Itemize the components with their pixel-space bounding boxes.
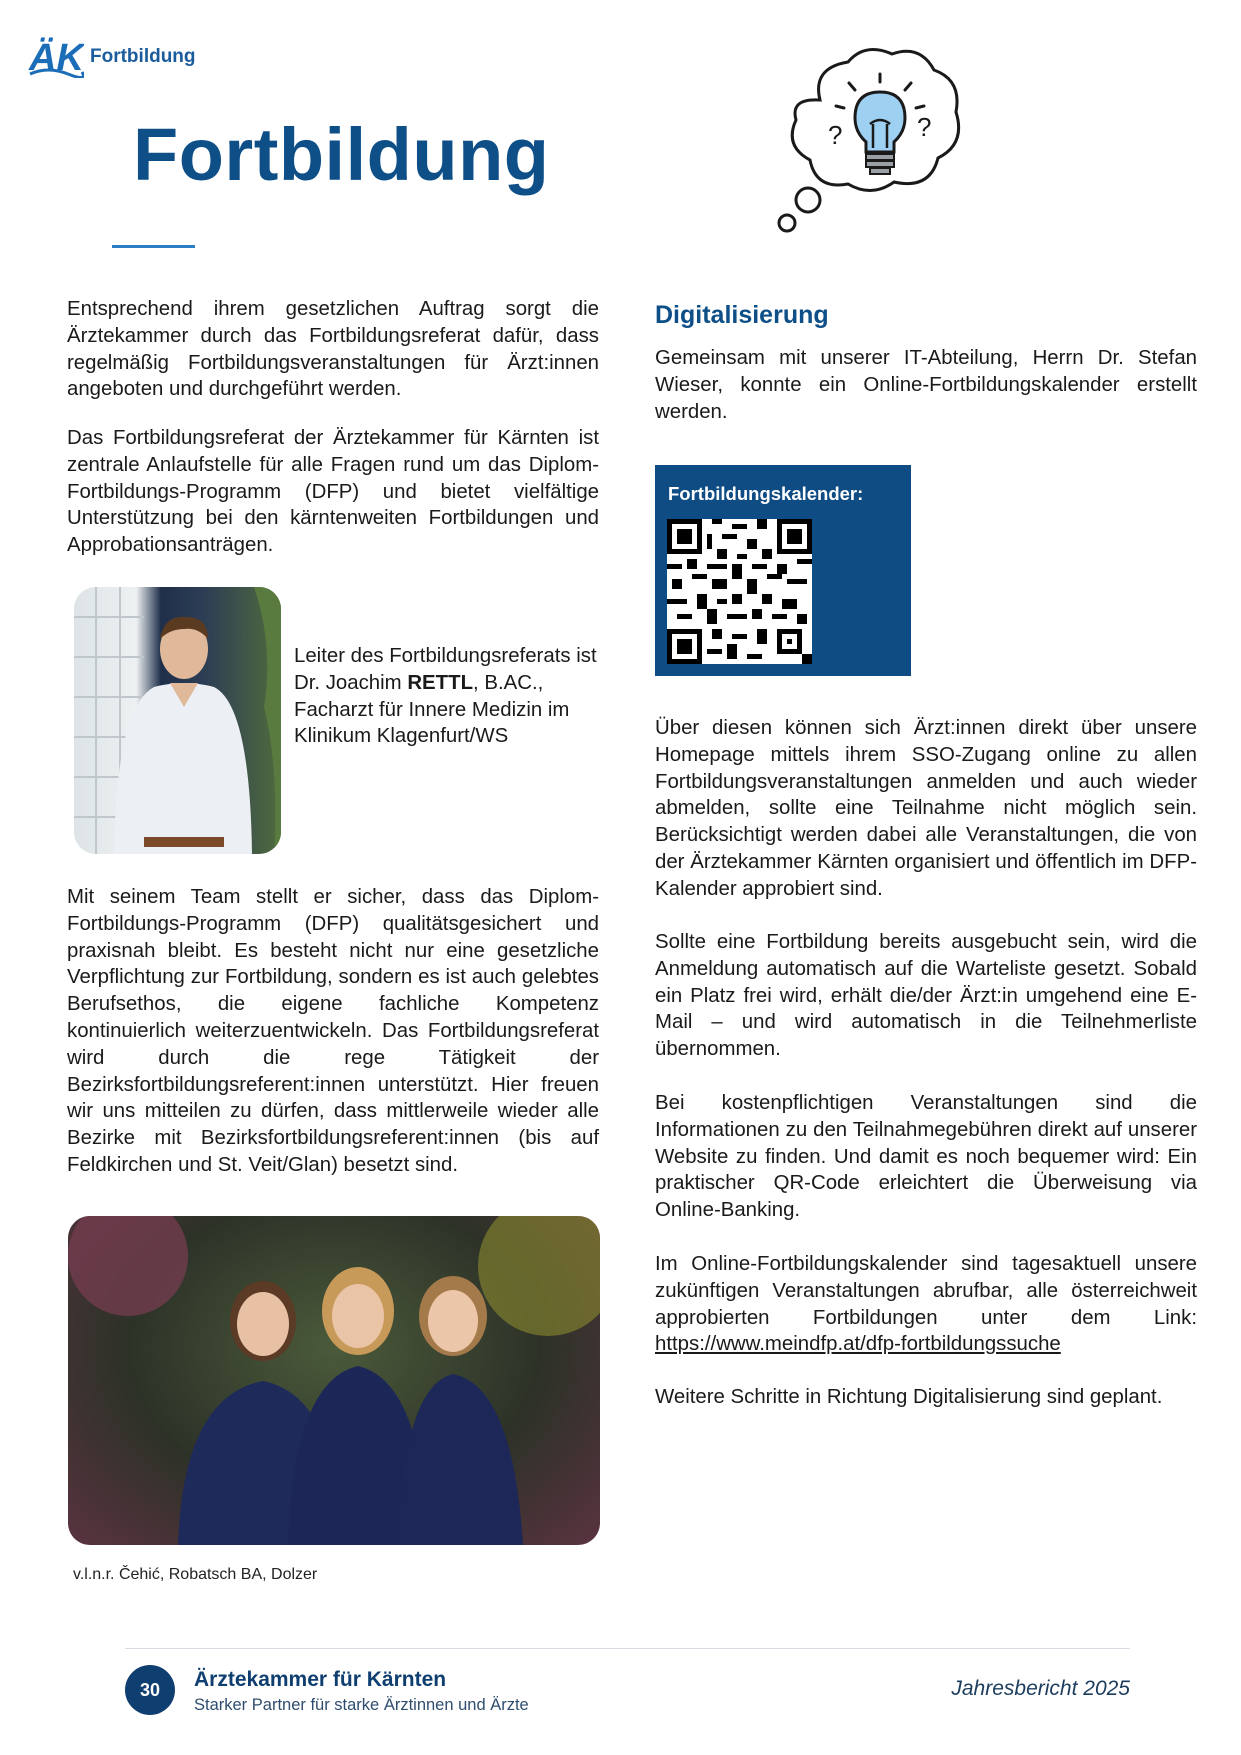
team-photo-illustration <box>68 1216 600 1545</box>
digital-intro: Gemeinsam mit unserer IT-Abteilung, Herrn Dr. Stefan Wieser, konnte ein Online-Fortbildungskalender erstellt werden. <box>655 347 1197 423</box>
intro-paragraph: Entsprechend ihrem gesetzlichen Auftrag sorgt die Ärztekammer durch das Fortbildungsreferat dafür, dass regelmäßig Fortbildungsveranstaltungen für Ärzt:innen angeboten und durchgeführt werden. <box>67 298 599 401</box>
leader-text-post: , B.AC., Facharzt für Innere Medizin im Klinikum Klagenfurt/WS <box>294 671 570 748</box>
footer-tagline: Starker Partner für starke Ärztinnen und Ärzte <box>194 1696 529 1714</box>
leader-name: RETTL <box>407 671 474 694</box>
link-paragraph <box>655 1251 1197 1358</box>
svg-text:?: ? <box>917 112 932 142</box>
team-photo <box>68 1216 600 1545</box>
qr-box <box>655 465 911 676</box>
page-number: 30 <box>125 1665 175 1715</box>
footer-divider <box>125 1648 1130 1649</box>
section-label: Fortbildung <box>90 46 196 67</box>
dfp-search-link[interactable]: https://www.meindfp.at/dfp-fortbildungssuche <box>655 1333 1061 1356</box>
logo-text: ÄK <box>29 37 84 78</box>
title-divider <box>112 245 195 248</box>
team-paragraph: Mit seinem Team stellt er sicher, dass das Diplom-Fortbildungs-Programm (DFP) qualitätsgesichert und praxisnah bleibt. Es besteht nicht nur eine gesetzliche Verpflichtung zur Fortbildung, sondern es ist auch gelebtes Berufsethos, die eigene fachliche Kompetenz kontinuierlich weiterzuentwickeln. Das Fortbildungsreferat wird durch die rege Tätigkeit der Bezirksfortbildungsreferent:innen unterstützt. Hier freuen wir uns mitteilen zu dürfen, dass mittlerweile wieder alle Bezirke mit Bezirksfortbildungsreferent:innen (bis auf Feldkirchen und St. Veit/Glan) besetzt sind. <box>67 886 599 1176</box>
leader-text-pre: Leiter des Fortbildungsreferats ist Dr. Joachim <box>294 645 597 694</box>
waitlist-paragraph: Sollte eine Fortbildung bereits ausgebucht sein, wird die Anmeldung automatisch auf die Warteliste gesetzt. Sobald ein Platz frei wird, erhält die/der Ärzt:in umgehend eine E-Mail – und wird automatisch in die Teilnehmerliste übernommen. <box>655 931 1197 1061</box>
photo-caption: v.l.n.r. Čehić, Robatsch BA, Dolzer <box>73 1566 318 1583</box>
leader-text <box>294 643 599 750</box>
calendar-paragraph: Über diesen können sich Ärzt:innen direkt über unsere Homepage mittels ihrem SSO-Zugang online zu allen Fortbildungsveranstaltungen anmelden und auch wieder abmelden, sollte eine Teilnahme nicht möglich sein. Berücksichtigt werden dabei alle Veranstaltungen, die von der Ärztekammer Kärnten organisiert und öffentlich im DFP-Kalender approbiert sind. <box>655 717 1197 900</box>
aek-logo <box>28 32 84 78</box>
footer-org-name: Ärztekammer für Kärnten <box>194 1668 447 1691</box>
referat-paragraph: Das Fortbildungsreferat der Ärztekammer für Kärnten ist zentrale Anlaufstelle für alle Fragen rund um das Diplom-Fortbildungs-Programm (DFP) und bietet vielfältige Unterstützung bei den kärntenweiten Fortbildungen und Approbationsanträgen. <box>67 427 599 557</box>
digitalisierung-heading: Digitalisierung <box>655 301 829 329</box>
fees-paragraph: Bei kostenpflichtigen Veranstaltungen sind die Informationen zu den Teilnahmegebühren direkt auf unserer Website zu finden. Und damit es noch bequemer wird: Ein praktischer QR-Code erleichtert die Überweisung via Online-Banking. <box>655 1092 1197 1222</box>
footer-report-title: Jahresbericht 2025 <box>951 1677 1130 1700</box>
leader-portrait <box>74 587 281 854</box>
lightbulb-thought-icon <box>770 40 970 235</box>
portrait-illustration <box>74 587 281 854</box>
link-paragraph-text: Im Online-Fortbildungskalender sind tagesaktuell unsere zukünftigen Veranstaltungen abrufbar, alle österreichweit approbierten Fortbildungen unter dem Link: <box>655 1253 1197 1329</box>
qr-code[interactable] <box>667 519 812 664</box>
outlook-paragraph: Weitere Schritte in Richtung Digitalisierung sind geplant. <box>655 1386 1163 1408</box>
qr-label: Fortbildungskalender: <box>668 483 864 504</box>
svg-text:?: ? <box>828 120 843 150</box>
page-title: Fortbildung <box>133 113 550 196</box>
